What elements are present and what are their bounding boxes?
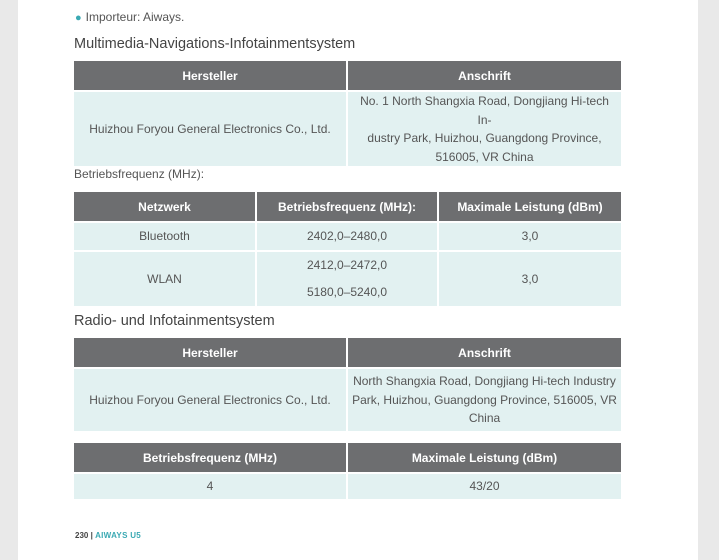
frequency-cell: 4 xyxy=(74,473,347,499)
header-network: Netzwerk xyxy=(74,192,256,222)
address-cell xyxy=(347,91,621,166)
address-line: China xyxy=(468,411,501,426)
frequency-cell: 2402,0–2480,0 xyxy=(256,222,438,251)
header-frequency: Betriebsfrequenz (MHz) xyxy=(74,443,347,473)
document-page xyxy=(18,0,698,560)
power-cell: 3,0 xyxy=(438,251,621,306)
address-line: Park, Huizhou, Guangdong Province, 516005, VR xyxy=(352,392,617,407)
page-number: 230 xyxy=(75,531,89,540)
address-line: dustry Park, Huizhou, Guangdong Province, xyxy=(367,131,602,145)
header-power: Maximale Leistung (dBm) xyxy=(347,443,621,473)
table-row xyxy=(74,368,621,431)
section2-title: Radio- und Infotainmentsystem xyxy=(74,313,275,329)
section1-table xyxy=(74,61,621,166)
table-header-row xyxy=(74,192,621,222)
header-power: Maximale Leistung (dBm) xyxy=(438,192,621,222)
manufacturer-cell: Huizhou Foryou General Electronics Co., Ltd. xyxy=(74,368,347,431)
freq-label: Betriebsfrequenz (MHz): xyxy=(74,167,205,181)
address-cell xyxy=(347,368,621,431)
table-row xyxy=(74,91,621,166)
power-cell: 3,0 xyxy=(438,222,621,251)
table-header-row xyxy=(74,338,621,368)
table-row xyxy=(74,251,621,306)
header-frequency: Betriebsfrequenz (MHz): xyxy=(256,192,438,222)
address-line: No. 1 North Shangxia Road, Dongjiang Hi-tech In- xyxy=(360,94,609,127)
header-address: Anschrift xyxy=(347,338,621,368)
network-cell: WLAN xyxy=(74,251,256,306)
frequency-cell xyxy=(256,251,438,306)
frequency-value: 2412,0–2472,0 xyxy=(306,258,388,272)
page-footer xyxy=(75,531,141,540)
manufacturer-cell: Huizhou Foryou General Electronics Co., Ltd. xyxy=(74,91,347,166)
table-row xyxy=(74,473,621,499)
table-row xyxy=(74,222,621,251)
frequency-value: 5180,0–5240,0 xyxy=(306,285,388,299)
radio-freq-table xyxy=(74,443,621,499)
address-line: North Shangxia Road, Dongjiang Hi-tech Industry xyxy=(353,374,616,389)
footer-separator: | xyxy=(90,531,93,540)
section1-title: Multimedia-Navigations-Infotainmentsystem xyxy=(74,36,356,52)
section2-table xyxy=(74,338,621,431)
importer-text: Importeur: Aiways. xyxy=(85,10,185,24)
table-header-row xyxy=(74,443,621,473)
bullet-icon: ● xyxy=(75,12,82,24)
importer-line xyxy=(75,10,184,24)
footer-brand: AIWAYS U5 xyxy=(95,531,142,540)
address-line: 516005, VR China xyxy=(435,149,534,164)
table-header-row xyxy=(74,61,621,91)
power-cell: 43/20 xyxy=(347,473,621,499)
header-manufacturer: Hersteller xyxy=(74,61,347,91)
network-cell: Bluetooth xyxy=(74,222,256,251)
freq-table xyxy=(74,192,621,306)
header-address: Anschrift xyxy=(347,61,621,91)
header-manufacturer: Hersteller xyxy=(74,338,347,368)
